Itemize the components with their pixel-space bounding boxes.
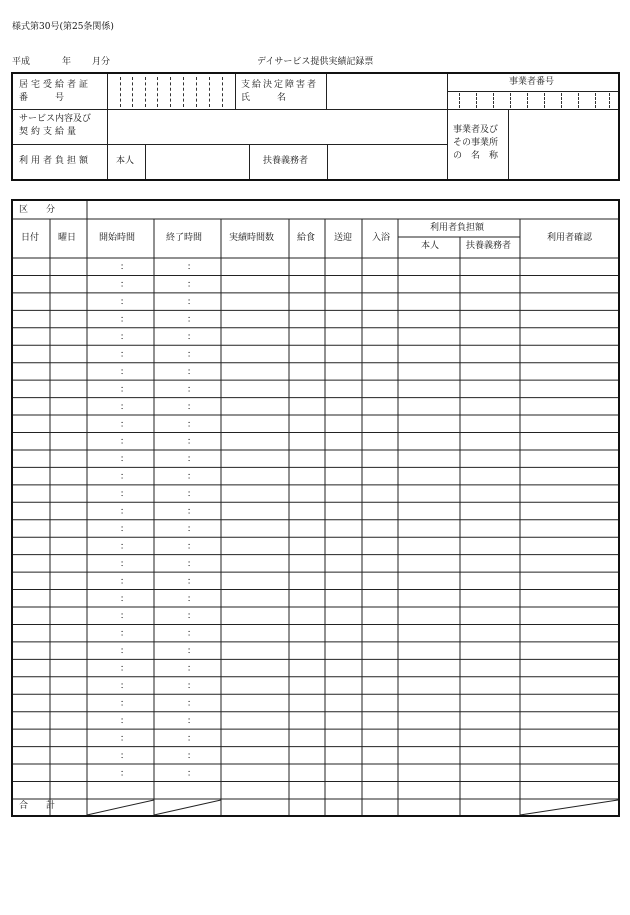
time-colon: ：: [187, 646, 197, 657]
self-label: 本人: [116, 156, 135, 166]
time-colon: ：: [187, 733, 197, 744]
time-colon: ：: [187, 611, 197, 622]
year-label: 年: [62, 57, 72, 67]
form-number: 様式第30号(第25条関係): [12, 22, 114, 32]
time-colon: ：: [120, 402, 130, 413]
time-colon: ：: [120, 664, 130, 675]
category-label: 区 分: [19, 205, 56, 215]
recipient-no-label: 居宅受給者証: [19, 80, 92, 90]
time-colon: ：: [187, 629, 197, 640]
time-colon: ：: [120, 367, 130, 378]
time-colon: ：: [187, 472, 197, 483]
time-colon: ：: [187, 716, 197, 727]
total-label: 合 計: [19, 801, 56, 811]
col-bath: 入浴: [372, 233, 391, 243]
time-colon: ：: [120, 751, 130, 762]
header-box: [11, 72, 620, 181]
time-colon: ：: [120, 472, 130, 483]
table-grid: [13, 201, 618, 815]
time-colon: ：: [187, 698, 197, 709]
time-colon: ：: [120, 768, 130, 779]
provider-name-label-3: の 名 称: [453, 151, 499, 161]
col-date: 日付: [21, 233, 40, 243]
time-colon: ：: [187, 297, 197, 308]
time-colon: ：: [187, 751, 197, 762]
time-colon: ：: [187, 524, 197, 535]
provider-name-label-2: その事業所: [453, 138, 499, 148]
time-colon: ：: [187, 594, 197, 605]
time-colon: ：: [120, 681, 130, 692]
time-colon: ：: [187, 681, 197, 692]
era-label: 平成: [12, 57, 31, 67]
burden-label: 利用者負担額: [19, 156, 92, 166]
time-colon: ：: [120, 332, 130, 343]
record-table: [11, 199, 620, 817]
time-colon: ：: [120, 594, 130, 605]
time-colon: ：: [120, 733, 130, 744]
time-colon: ：: [120, 576, 130, 587]
total-slash: [520, 800, 618, 815]
col-end: 終了時間: [166, 233, 203, 243]
user-name-label-2: 氏 名: [241, 93, 287, 103]
time-colon: ：: [187, 280, 197, 291]
time-colon: ：: [187, 349, 197, 360]
time-colon: ：: [120, 698, 130, 709]
time-colon: ：: [120, 559, 130, 570]
service-label: サービス内容及び: [19, 114, 92, 124]
time-colon: ：: [187, 559, 197, 570]
provider-name-label: 事業者及び: [453, 125, 499, 135]
col-burden: 利用者負担額: [430, 223, 485, 233]
time-colon: ：: [187, 664, 197, 675]
time-colon: ：: [120, 646, 130, 657]
time-colon: ：: [187, 332, 197, 343]
time-colon: ：: [120, 629, 130, 640]
time-colon: ：: [187, 489, 197, 500]
time-colon: ：: [187, 402, 197, 413]
time-colon: ：: [120, 280, 130, 291]
time-colon: ：: [120, 489, 130, 500]
time-colon: ：: [120, 716, 130, 727]
time-colon: ：: [120, 524, 130, 535]
provider-no-label: 事業者番号: [509, 77, 555, 87]
time-colon: ：: [187, 768, 197, 779]
time-colon: ：: [187, 367, 197, 378]
time-colon: ：: [120, 315, 130, 326]
time-colon: ：: [187, 541, 197, 552]
time-colon: ：: [120, 262, 130, 273]
col-burden-self: 本人: [421, 241, 440, 251]
col-hours: 実績時間数: [229, 233, 275, 243]
recipient-no-label-2: 番 号: [19, 93, 65, 103]
time-colon: ：: [187, 576, 197, 587]
time-colon: ：: [120, 454, 130, 465]
time-colon: ：: [120, 437, 130, 448]
time-colon: ：: [187, 384, 197, 395]
col-start: 開始時間: [99, 233, 136, 243]
time-colon: ：: [120, 507, 130, 518]
col-weekday: 曜日: [58, 233, 77, 243]
service-label-2: 契約支給量: [19, 127, 80, 137]
time-colon: ：: [120, 541, 130, 552]
col-burden-guardian: 扶養義務者: [466, 241, 512, 251]
guardian-label: 扶養義務者: [263, 156, 309, 166]
time-colon: ：: [187, 507, 197, 518]
col-confirm: 利用者確認: [547, 233, 593, 243]
col-meal: 給食: [297, 233, 316, 243]
time-colon: ：: [187, 262, 197, 273]
time-colon: ：: [187, 315, 197, 326]
time-colon: ：: [187, 419, 197, 430]
time-colon: ：: [120, 611, 130, 622]
time-colon: ：: [120, 419, 130, 430]
total-slash: [87, 800, 154, 815]
total-slash: [154, 800, 221, 815]
time-colon: ：: [120, 384, 130, 395]
time-colon: ：: [187, 454, 197, 465]
month-label: 月分: [92, 57, 111, 67]
time-colon: ：: [120, 297, 130, 308]
col-transport: 送迎: [334, 233, 353, 243]
time-colon: ：: [120, 349, 130, 360]
time-colon: ：: [187, 437, 197, 448]
user-name-label: 支給決定障害者: [241, 80, 319, 90]
form-title: デイサービス提供実績記録票: [257, 57, 374, 67]
